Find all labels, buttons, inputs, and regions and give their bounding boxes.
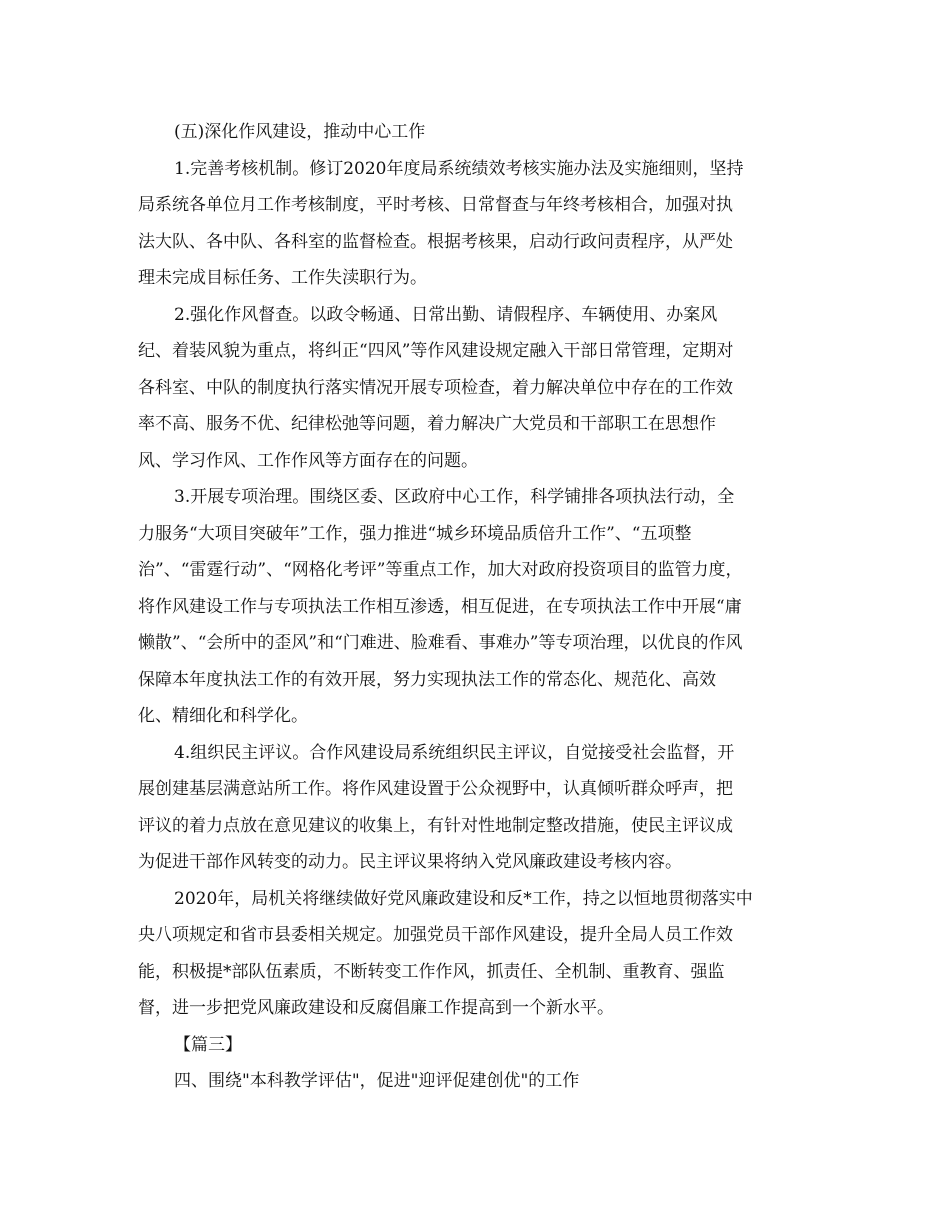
part-heading: 【篇三】 (174, 1034, 242, 1055)
paragraph-line: 理未完成目标任务、工作失渎职行为。 (138, 268, 427, 288)
paragraph-line: 率不高、服务不优、纪律松弛等问题，着力解决广大党员和干部职工在思想作 (138, 414, 716, 434)
paragraph-line: 力服务“大项目突破年”工作，强力推进“城乡环境品质倍升工作”、“五项整 (138, 523, 692, 544)
paragraph-line: 局系统各单位月工作考核制度，平时考核、日常督查与年终考核相合，加强对执 (138, 195, 733, 215)
document-body (138, 114, 828, 1100)
paragraph-line: 3.开展专项治理。围绕区委、区政府中心工作，科学铺排各项执法行动，全 (174, 487, 735, 507)
paragraph-line: 将作风建设工作与专项执法工作相互渗透，相互促进，在专项执法工作中开展“庸 (138, 596, 742, 617)
paragraph-line: 法大队、各中队、各科室的监督检查。根据考核果，启动行政问责程序，从严处 (138, 231, 733, 252)
section-heading: 四、围绕"本科教学评估"，促进"迎评促建创优"的工作 (174, 1071, 580, 1091)
paragraph-line: 能，积极提*部队伍素质，不断转变工作作风，抓责任、全机制、重教育、强监 (138, 961, 725, 982)
paragraph-line: 4.组织民主评议。合作风建设局系统组织民主评议，自觉接受社会监督，开 (174, 742, 735, 763)
paragraph-line: 2020年，局机关将继续做好党风廉政建设和反*工作，持之以恒地贯彻落实中 (174, 888, 753, 909)
paragraph-line: 化、精细化和科学化。 (138, 706, 308, 726)
paragraph-line: 督，进一步把党风廉政建设和反腐倡廉工作提高到一个新水平。 (138, 998, 614, 1018)
paragraph-line: 懒散”、“会所中的歪风”和“门难进、脸难看、事难办”等专项治理，以优良的作风 (138, 633, 743, 653)
paragraph-line: 纪、着装风貌为重点，将纠正“四风”等作风建设规定融入干部日常管理，定期对 (138, 341, 734, 361)
paragraph-line: 风、学习作风、工作作风等方面存在的问题。 (138, 450, 478, 471)
paragraph-line: 央八项规定和省市县委相关规定。加强党员干部作风建设，提升全局人员工作效 (138, 925, 733, 945)
paragraph-line: 2.强化作风督查。以政令畅通、日常出勤、请假程序、车辆使用、办案风 (174, 304, 718, 325)
paragraph-line: 评议的着力点放在意见建议的收集上，有针对性地制定整改措施，使民主评议成 (138, 815, 733, 836)
paragraph-line: 各科室、中队的制度执行落实情况开展专项检查，着力解决单位中存在的工作效 (138, 377, 733, 398)
paragraph-line: 为促进干部作风转变的动力。民主评议果将纳入党风廉政建设考核内容。 (138, 852, 682, 872)
paragraph-line: 1.完善考核机制。修订2020年度局系统绩效考核实施办法及实施细则，坚持 (174, 158, 744, 179)
paragraph-line: 展创建基层满意站所工作。将作风建设置于公众视野中，认真倾听群众呼声，把 (138, 779, 733, 799)
paragraph-line: 保障本年度执法工作的有效开展，努力实现执法工作的常态化、规范化、高效 (138, 669, 716, 690)
section-heading: (五)深化作风建设，推动中心工作 (174, 122, 426, 142)
paragraph-line: 治”、“雷霆行动”、“网格化考评”等重点工作，加大对政府投资项目的监管力度， (138, 560, 743, 580)
